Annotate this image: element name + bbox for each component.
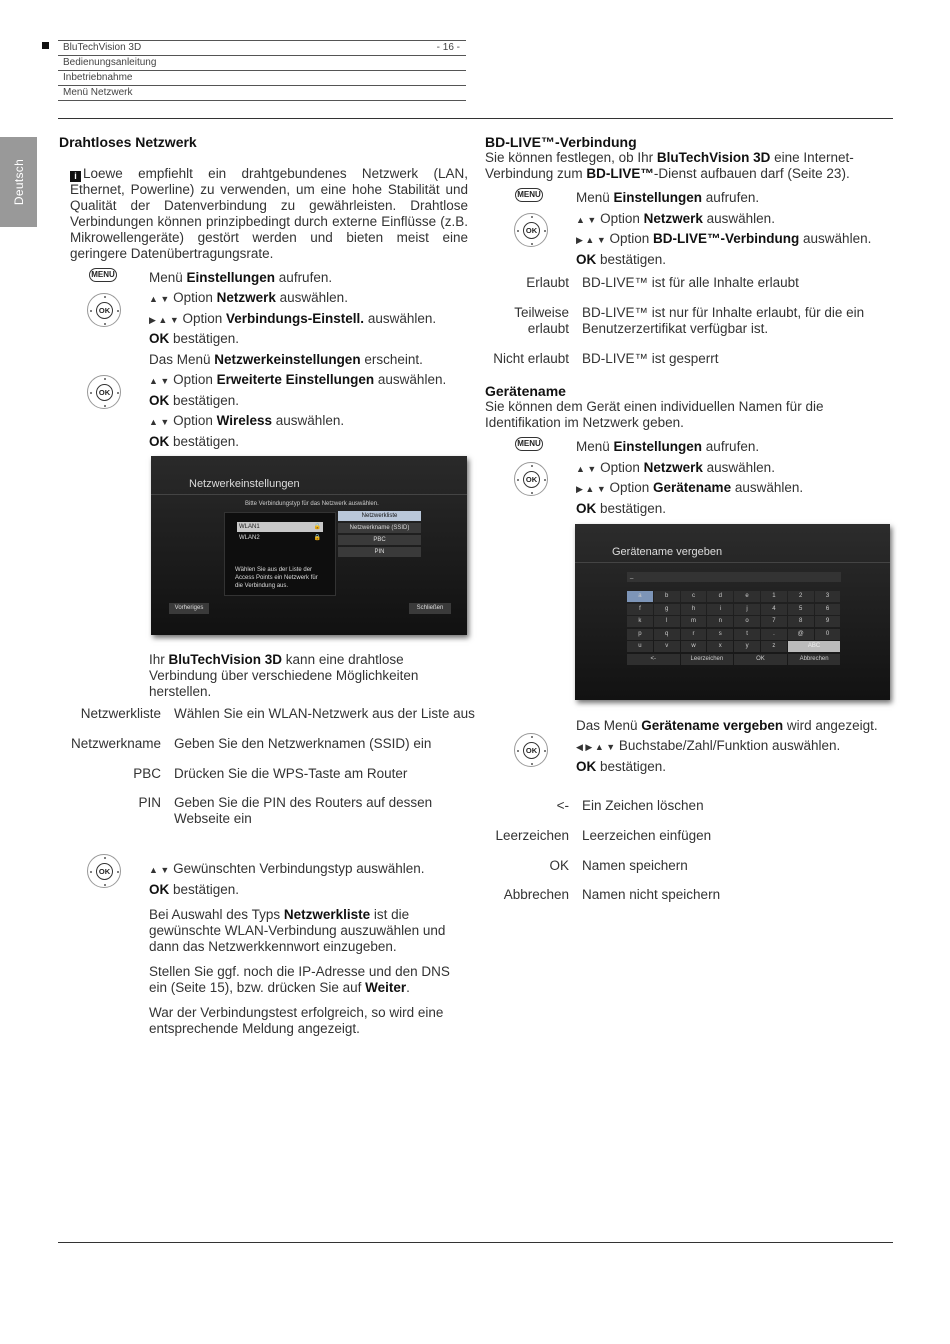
keyboard-bottom-button[interactable]: OK bbox=[734, 654, 787, 665]
info-icon: i bbox=[70, 171, 81, 182]
section-title-devicename: Gerätename bbox=[485, 383, 566, 399]
step-select-network: ▲ ▼ Option Netzwerk auswählen. bbox=[576, 211, 775, 226]
keyboard-value: Namen speichern bbox=[582, 858, 688, 873]
bdlive-value: BD-LIVE™ ist für alle Inhalte erlaubt bbox=[582, 275, 799, 290]
keyboard-key-button[interactable]: z bbox=[761, 641, 787, 652]
step-select-network: ▲ ▼ Option Netzwerk auswählen. bbox=[576, 460, 775, 475]
section-title-wireless: Drahtloses Netzwerk bbox=[59, 134, 197, 150]
keyboard-key-button[interactable]: 1 bbox=[761, 591, 787, 602]
option-pin[interactable]: PIN bbox=[338, 547, 421, 557]
table-value: Geben Sie die PIN des Routers auf dessen Webseite ein bbox=[174, 795, 433, 826]
bdlive-intro: Sie können festlegen, ob Ihr BluTechVision 3D eine Internet-Verbindung zum BD-LIVE™-Dienst aufbauen darf (Seite 23). bbox=[485, 150, 854, 181]
keyboard-key-button[interactable]: t bbox=[734, 629, 760, 640]
step-select-character: ◀ ▶ ▲ ▼ Buchstabe/Zahl/Funktion auswählen. bbox=[576, 738, 841, 753]
keyboard-key-button[interactable]: 8 bbox=[788, 616, 814, 627]
keyboard-key-button[interactable]: j bbox=[734, 604, 760, 615]
menu-button-icon: MENU bbox=[89, 268, 117, 282]
keyboard-key: Leerzeichen bbox=[495, 828, 569, 843]
step-select-connection: ▶ ▲ ▼ Option Verbindungs-Einstell. auswählen. bbox=[149, 311, 437, 326]
keyboard-key-button[interactable]: p bbox=[627, 629, 653, 640]
bottom-rule bbox=[58, 1242, 893, 1243]
keyboard-key-button[interactable]: k bbox=[627, 616, 653, 627]
keyboard-key-button[interactable]: m bbox=[681, 616, 707, 627]
keyboard-key-button[interactable]: n bbox=[707, 616, 733, 627]
table-key: PBC bbox=[133, 766, 161, 781]
keyboard-key-button[interactable]: x bbox=[707, 641, 733, 652]
step-confirm: OK bestätigen. bbox=[576, 252, 667, 267]
keyboard-key-button[interactable]: g bbox=[654, 604, 680, 615]
network-settings-screenshot bbox=[151, 456, 467, 635]
keyboard-key-button[interactable]: . bbox=[761, 629, 787, 640]
paragraph-ip-dns: Stellen Sie ggf. noch die IP-Adresse und den DNS ein (Seite 15), bzw. drücken Sie auf Weiter. bbox=[149, 964, 450, 995]
keyboard-key-button[interactable]: f bbox=[627, 604, 653, 615]
option-ssid[interactable]: Netzwerkname (SSID) bbox=[338, 523, 421, 533]
header-manual: Bedienungsanleitung bbox=[58, 55, 466, 70]
keyboard-key-button[interactable]: 3 bbox=[815, 591, 841, 602]
keyboard-key-button[interactable]: c bbox=[681, 591, 707, 602]
keyboard-key: Abbrechen bbox=[503, 887, 569, 902]
bdlive-key: Nicht erlaubt bbox=[493, 351, 569, 366]
step-select-devicename: ▶ ▲ ▼ Option Gerätename auswählen. bbox=[576, 480, 804, 495]
paragraph-success: War der Verbindungstest erfolgreich, so wird eine entsprechende Meldung angezeigt. bbox=[149, 1005, 444, 1036]
step-select-bdlive: ▶ ▲ ▼ Option BD-LIVE™-Verbindung auswählen. bbox=[576, 231, 872, 246]
keyboard-value: Namen nicht speichern bbox=[582, 887, 721, 902]
keyboard-key-button[interactable]: l bbox=[654, 616, 680, 627]
keyboard-key-button[interactable]: ABC bbox=[788, 641, 841, 652]
header-section: Menü Netzwerk bbox=[58, 85, 466, 101]
keyboard-key-button[interactable]: d bbox=[707, 591, 733, 602]
step-select-advanced: ▲ ▼ Option Erweiterte Einstellungen auswählen. bbox=[149, 372, 447, 387]
step-select-wireless: ▲ ▼ Option Wireless auswählen. bbox=[149, 413, 345, 428]
keyboard-key-button[interactable]: 0 bbox=[815, 629, 841, 640]
keyboard-key-button[interactable]: 7 bbox=[761, 616, 787, 627]
keyboard-key-button[interactable]: 9 bbox=[815, 616, 841, 627]
keyboard-key-button[interactable]: y bbox=[734, 641, 760, 652]
keyboard-bottom-button[interactable]: Abbrechen bbox=[788, 654, 841, 665]
table-value: Wählen Sie ein WLAN-Netzwerk aus der Liste aus bbox=[174, 706, 475, 721]
top-rule bbox=[58, 118, 893, 119]
ok-navigation-icon: OK bbox=[87, 293, 121, 327]
bdlive-key: Teilweise erlaubt bbox=[514, 305, 569, 336]
table-key: Netzwerkname bbox=[70, 736, 161, 751]
table-key: Netzwerkliste bbox=[80, 706, 161, 721]
keyboard-value: Ein Zeichen löschen bbox=[582, 798, 704, 813]
bdlive-key: Erlaubt bbox=[526, 275, 569, 290]
keyboard-key-button[interactable]: 2 bbox=[788, 591, 814, 602]
keyboard-key-button[interactable]: o bbox=[734, 616, 760, 627]
keyboard-key-button[interactable]: w bbox=[681, 641, 707, 652]
step-confirm: OK bestätigen. bbox=[149, 393, 240, 408]
keyboard-title: Gerätename vergeben bbox=[612, 546, 723, 558]
devicename-keyboard-screenshot bbox=[575, 524, 890, 700]
header-bullet bbox=[42, 42, 49, 49]
table-value: Geben Sie den Netzwerknamen (SSID) ein bbox=[174, 736, 432, 751]
step-open-settings: Menü Einstellungen aufrufen. bbox=[149, 270, 333, 285]
bdlive-value: BD-LIVE™ ist gesperrt bbox=[582, 351, 719, 366]
step-confirm: OK bestätigen. bbox=[576, 759, 667, 774]
keyboard-key-button[interactable]: v bbox=[654, 641, 680, 652]
step-menu-appears: Das Menü Netzwerkeinstellungen erscheint. bbox=[149, 352, 423, 367]
info-note: i Loewe empfiehlt ein drahtgebundenes Netzwerk (LAN, Ethernet, Powerline) zu verwenden, um eine hohe Stabilität und Qualität der Datenverbindung zu gewährleisten. Drahtlose Verbindungen können prinzipbedingt durch externe Einflüsse (z.B. Mikrowellengeräte) gestört werden und bieten meist eine geringere Datenübertragungsrate. bbox=[70, 166, 468, 261]
keyboard-value: Leerzeichen einfügen bbox=[582, 828, 712, 843]
menu-button-icon: MENU bbox=[515, 437, 543, 451]
ok-navigation-icon: OK bbox=[514, 462, 548, 496]
ok-navigation-icon: OK bbox=[514, 733, 548, 767]
previous-button[interactable]: Vorheriges bbox=[169, 603, 209, 614]
keyboard-key-button[interactable]: r bbox=[681, 629, 707, 640]
step-select-network: ▲ ▼ Option Netzwerk auswählen. bbox=[149, 290, 348, 305]
keyboard-bottom-button[interactable]: Leerzeichen bbox=[681, 654, 734, 665]
table-key: PIN bbox=[138, 795, 161, 810]
step-menu-appears: Das Menü Gerätename vergeben wird angezeigt. bbox=[576, 718, 878, 733]
keyboard-key: OK bbox=[549, 858, 569, 873]
step-confirm: OK bestätigen. bbox=[149, 434, 240, 449]
wlan-item[interactable]: WLAN2 🔒 bbox=[239, 535, 321, 541]
keyboard-key-button[interactable]: 6 bbox=[815, 604, 841, 615]
language-tab: Deutsch bbox=[0, 137, 37, 227]
keyboard-bottom-button[interactable]: <- bbox=[627, 654, 680, 665]
paragraph-connection-options: Ihr BluTechVision 3D kann eine drahtlose Verbindung über verschiedene Möglichkeiten herstellen. bbox=[149, 652, 419, 699]
keyboard-key-button[interactable]: 4 bbox=[761, 604, 787, 615]
header-chapter: Inbetriebnahme bbox=[58, 70, 466, 85]
option-pbc[interactable]: PBC bbox=[338, 535, 421, 545]
keyboard-key-button[interactable]: a bbox=[627, 591, 653, 602]
page-number: - 16 - bbox=[436, 42, 460, 53]
wlan-item[interactable]: WLAN1 🔒 bbox=[239, 524, 321, 530]
ok-navigation-icon: OK bbox=[514, 213, 548, 247]
name-input[interactable]: _ bbox=[627, 572, 841, 582]
step-confirm: OK bestätigen. bbox=[149, 331, 240, 346]
ok-navigation-icon: OK bbox=[87, 375, 121, 409]
keyboard-key-button[interactable]: s bbox=[707, 629, 733, 640]
table-value: Drücken Sie die WPS-Taste am Router bbox=[174, 766, 408, 781]
keyboard-key: <- bbox=[556, 798, 569, 813]
keyboard-key-button[interactable]: b bbox=[654, 591, 680, 602]
screen-hint: Bitte Verbindungstyp für das Netzwerk auswählen. bbox=[245, 501, 379, 507]
ok-navigation-icon: OK bbox=[87, 854, 121, 888]
close-button[interactable]: Schließen bbox=[409, 603, 451, 614]
step-confirm: OK bestätigen. bbox=[149, 882, 240, 897]
keyboard-key-button[interactable]: e bbox=[734, 591, 760, 602]
step-confirm: OK bestätigen. bbox=[576, 501, 667, 516]
option-netzwerkliste[interactable]: Netzwerkliste bbox=[338, 511, 421, 521]
keyboard-key-button[interactable]: h bbox=[681, 604, 707, 615]
keyboard-key-button[interactable]: @ bbox=[788, 629, 814, 640]
keyboard-key-button[interactable]: 5 bbox=[788, 604, 814, 615]
bdlive-value: BD-LIVE™ ist nur für Inhalte erlaubt, für die ein Benutzerzertifikat verfügbar ist. bbox=[582, 305, 865, 336]
menu-button-icon: MENU bbox=[515, 188, 543, 202]
devicename-intro: Sie können dem Gerät einen individuellen Namen für die Identifikation im Netzwerk geben. bbox=[485, 399, 824, 430]
keyboard-key-button[interactable]: q bbox=[654, 629, 680, 640]
header-product: BluTechVision 3D - 16 - bbox=[58, 40, 466, 55]
paragraph-netzwerkliste: Bei Auswahl des Typs Netzwerkliste ist die gewünschte WLAN-Verbindung auszuwählen und dann das Netzwerkkennwort einzugeben. bbox=[149, 907, 446, 954]
screen-title: Netzwerkeinstellungen bbox=[189, 478, 300, 490]
keyboard-key-button[interactable]: i bbox=[707, 604, 733, 615]
section-title-bdlive: BD-LIVE™-Verbindung bbox=[485, 134, 637, 150]
keyboard-key-button[interactable]: u bbox=[627, 641, 653, 652]
step-select-type: ▲ ▼ Gewünschten Verbindungstyp auswählen. bbox=[149, 861, 425, 876]
screen-note: Wählen Sie aus der Liste der Access Points ein Netzwerk für die Verbindung aus. bbox=[235, 567, 318, 589]
step-open-settings: Menü Einstellungen aufrufen. bbox=[576, 190, 760, 205]
step-open-settings: Menü Einstellungen aufrufen. bbox=[576, 439, 760, 454]
